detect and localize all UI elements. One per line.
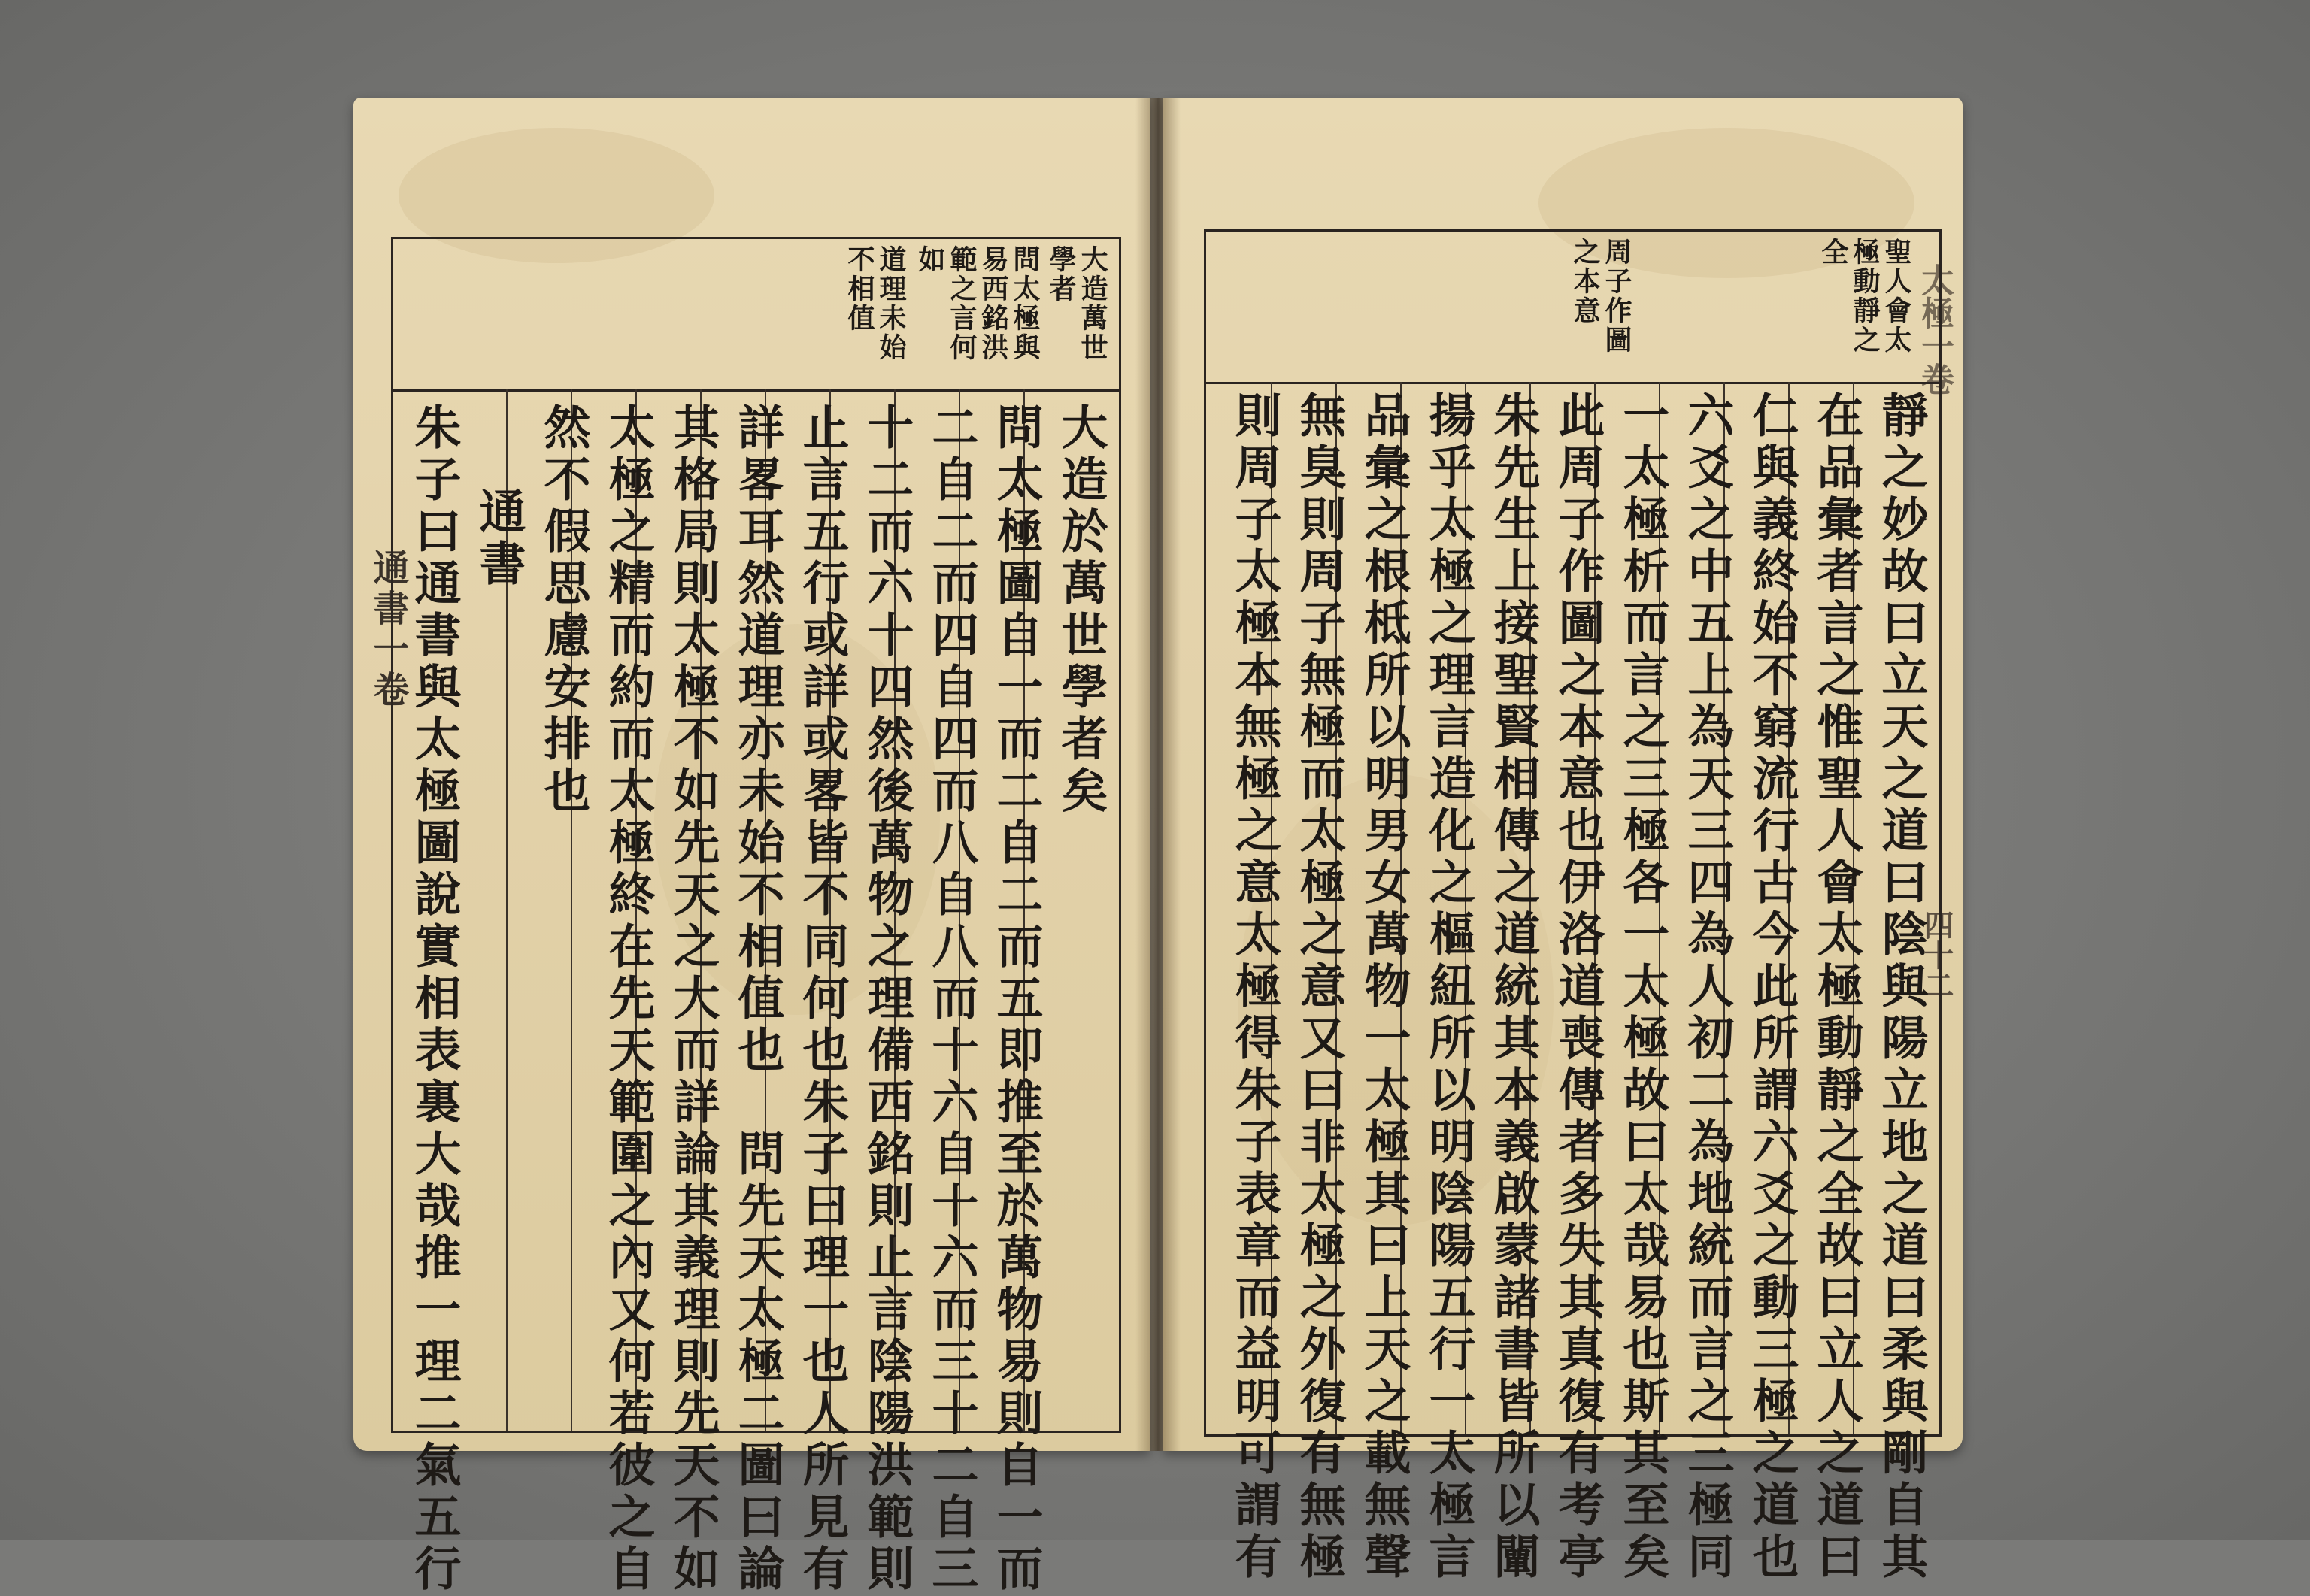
right-header-band [1206, 232, 1939, 384]
text-column: 六爻之中五上為天三四為人初二為地統而言之三極同 [1680, 391, 1735, 1584]
right-text-frame [1204, 229, 1942, 1584]
text-column: 二自二而四自四而八自八而十六自十六而三十二自三 [924, 403, 979, 1596]
left-page [353, 98, 1150, 1596]
section-heading: 通書 [471, 487, 526, 591]
text-column: 揚乎太極之理言造化之樞紐所以明陰陽五行一太極言 [1421, 391, 1476, 1584]
header-note: 聖人會太極動靜之全 [1817, 238, 1912, 355]
text-column: 此周子作圖之本意也伊洛道喪傳者多失其真復有考亭 [1551, 391, 1605, 1584]
text-column: 一太極析而言之三極各一太極故曰太哉易也斯其至矣 [1615, 391, 1670, 1584]
left-header-band [393, 239, 1119, 392]
left-margin-label: 通書一卷 [367, 549, 409, 711]
text-column: 詳畧耳然道理亦未始不相值也 問先天太極二圖曰論 [730, 403, 785, 1596]
text-column: 品彙之根柢所以明男女萬物一太極其曰上天之載無聲 [1357, 391, 1411, 1584]
text-column: 大造於萬世學者矣 [1053, 403, 1108, 818]
open-book [353, 90, 1963, 1596]
right-edge-label: 太極一卷 [1915, 263, 1954, 395]
book-gutter [1135, 98, 1181, 1451]
text-column: 止言五行或詳或畧皆不同何也朱子曰理一也人所見有 [795, 403, 850, 1596]
text-column: 則周子太極本無極之意太極得朱子表章而益明可謂有 [1227, 391, 1282, 1584]
text-column: 太極之精而約而太極終在先天範圍之內又何若彼之自 [601, 403, 656, 1596]
text-column: 仁與義終始不窮流行古今此所謂六爻之動三極之道也 [1745, 391, 1799, 1584]
text-column: 無臭則周子無極而太極之意又曰非太極之外復有無極 [1292, 391, 1347, 1584]
text-column: 靜之妙故曰立天之道曰陰與陽立地之道曰柔與剛自其 [1874, 391, 1929, 1584]
text-column: 其格局則太極不如先天之大而詳論其義理則先天不如 [665, 403, 720, 1596]
text-column: 十二而六十四然後萬物之理備西銘則止言陰陽洪範則 [859, 403, 914, 1596]
header-note: 大造萬世學者 [1045, 245, 1108, 362]
folio-number: 四十二 [1919, 910, 1954, 1000]
header-note: 周子作圖之本意 [1569, 238, 1632, 355]
header-note: 道理未始不相值 [844, 245, 907, 362]
left-text-frame [391, 237, 1121, 1596]
text-column: 問太極圖自一而二自二而五即推至於萬物易則自一而 [989, 403, 1044, 1596]
right-page [1163, 98, 1963, 1584]
text-column: 朱先生上接聖賢相傳之道統其本義啟蒙諸書皆所以闡 [1486, 391, 1541, 1584]
text-column: 在品彙者言之惟聖人會太極動靜之全故曰立人之道曰 [1809, 391, 1864, 1584]
text-column: 朱子曰通書與太極圖說實相表裏大哉推一理二氣五行 [407, 403, 462, 1596]
text-column: 然不假思慮安排也 [536, 403, 591, 818]
header-note: 問太極與易西銘洪範之言何如 [914, 245, 1041, 362]
